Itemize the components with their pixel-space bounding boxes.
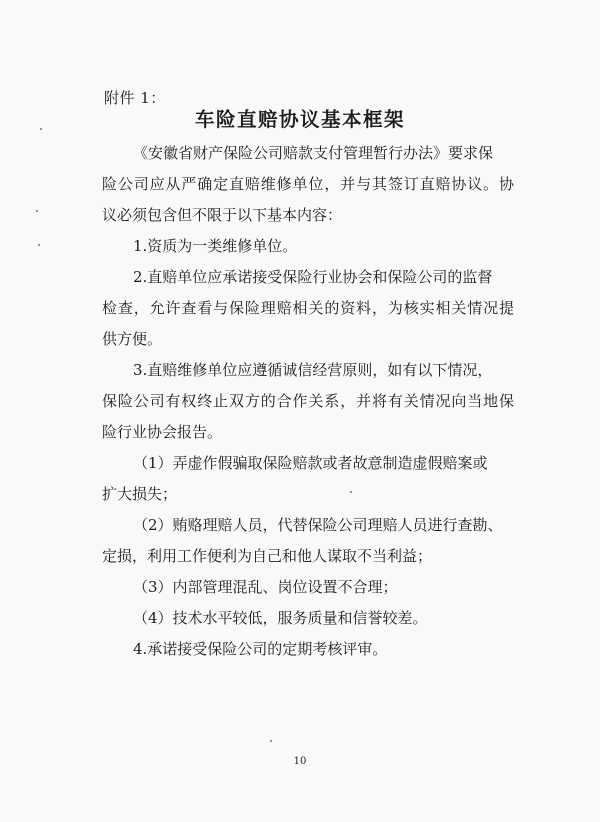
scan-speck [36, 210, 38, 212]
body-line: 供方便。 [102, 330, 163, 348]
body-line: （2）贿赂理赔人员，代替保险公司理赔人员进行查勘、 [133, 516, 503, 534]
page-number: 10 [293, 756, 307, 767]
body-line: （3）内部管理混乱、岗位设置不合理； [133, 578, 398, 596]
body-line: 议必须包含但不限于以下基本内容： [102, 206, 343, 224]
body-line: 《安徽省财产保险公司赔款支付管理暂行办法》要求保 [133, 144, 494, 162]
body-line: （4）技术水平较低，服务质量和信誉较差。 [133, 609, 428, 627]
body-line: 检查，允许查看与保险理赔相关的资料，为核实相关情况提 [102, 299, 514, 317]
body-line: 险行业协会报告。 [102, 423, 223, 441]
scan-speck [270, 740, 272, 742]
body-line: 2.直赔单位应承诺接受保险行业协会和保险公司的监督 [133, 268, 493, 286]
body-line: 扩大损失； [102, 485, 178, 503]
body-line: （1）弄虚作假骗取保险赔款或者故意制造虚假赔案或 [133, 454, 488, 472]
scan-speck [38, 244, 40, 246]
annex-label: 附件 1： [104, 89, 166, 107]
body-line: 定损，利用工作便利为自己和他人谋取不当利益； [102, 547, 433, 565]
body-line: 保险公司有权终止双方的合作关系，并将有关情况向当地保 [102, 392, 514, 410]
scan-speck [40, 128, 42, 130]
document-title: 车险直赔协议基本框架 [194, 108, 405, 131]
scan-speck [350, 491, 352, 493]
body-line: 1.资质为一类维修单位。 [133, 237, 298, 255]
body-line: 险公司应从严确定直赔维修单位，并与其签订直赔协议。协 [102, 175, 514, 193]
body-line: 4.承诺接受保险公司的定期考核评审。 [133, 640, 388, 658]
body-line: 3.直赔维修单位应遵循诚信经营原则，如有以下情况， [133, 361, 493, 379]
